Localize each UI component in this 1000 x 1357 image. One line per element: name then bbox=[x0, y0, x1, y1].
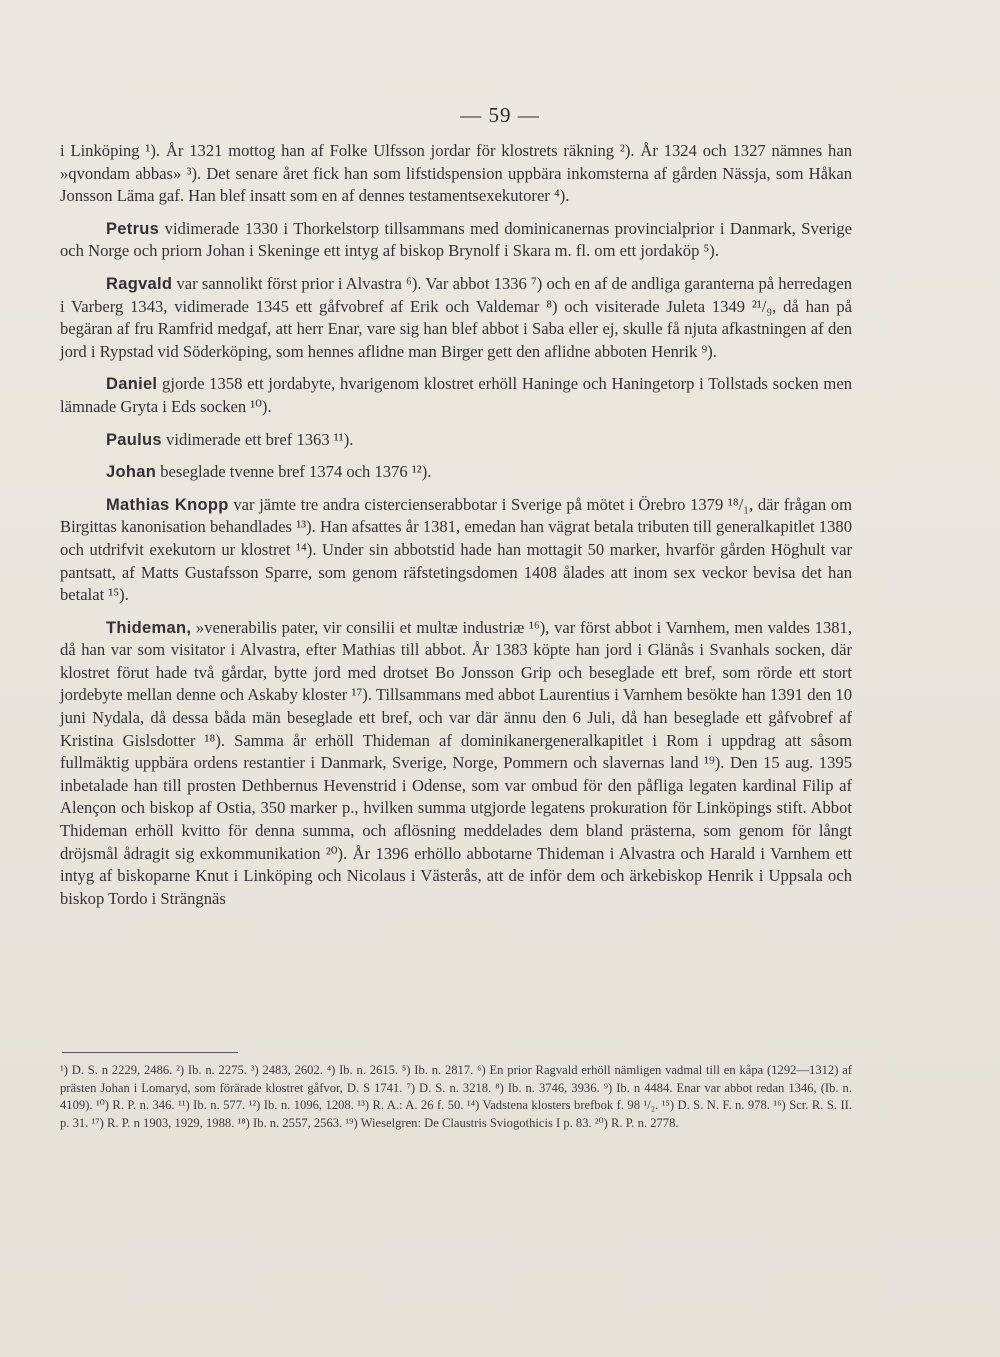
paragraph-ragvald-text: var sannolikt först prior i Alvastra ⁶). Var abbot 1336 ⁷) och en af de andliga garanterna på herredagen i Varberg 1343, vidimerade 1345 ett gåfvobref af Erik och Valdemar ⁸) och visiterade Juleta 1349 ²¹/₉, då han på begäran af fru Ramfrid medgaf, att herr Enar, vare sig han blef abbot i Saba eller ej, skulle få njuta afkastningen af den jord i Rypstad vid Söderköping, som hennes aflidne man Birger gett den aflidne abboten Henrik ⁹). bbox=[60, 273, 852, 361]
abbot-name-johan: Johan bbox=[106, 463, 157, 482]
footnote-divider bbox=[62, 1052, 238, 1053]
paragraph-mathias-text: var jämte tre andra cistercienserabbotar i Sverige på mötet i Örebro 1379 ¹⁸/₁, där frågan om Birgittas kanonisation behandlades ¹³). Han afsattes år 1381, emedan han vägrat betala tributen till generalkapitlet 1380 och utdrifvit exekutorn ur klostret ¹⁴). Under sin abbotstid hade han mottagit 50 marker, hvarför gården Höghult var pantsatt, af Matts Gustafsson Sparre, som genom räfstetingsdomen 1408 ålades att inom sex veckor bevisa det han betalat ¹⁵). bbox=[60, 494, 852, 605]
paragraph-mathias bbox=[60, 494, 852, 607]
paragraph-paulus-text: vidimerade ett bref 1363 ¹¹). bbox=[161, 429, 354, 449]
paragraph-johan bbox=[60, 461, 852, 484]
paragraph-petrus bbox=[60, 218, 852, 263]
abbot-name-daniel: Daniel bbox=[106, 375, 158, 394]
paragraph-daniel bbox=[60, 373, 852, 418]
paragraph-paulus bbox=[60, 429, 852, 452]
body-text bbox=[60, 140, 852, 920]
paragraph-ragvald bbox=[60, 273, 852, 363]
paragraph-johan-text: beseglade tvenne bref 1374 och 1376 ¹²). bbox=[156, 462, 432, 482]
paragraph-petrus-text: vidimerade 1330 i Thorkelstorp tillsammans med dominicanernas provincialprior i Danmark, Sverige och Norge och priorn Johan i Skeninge ett intyg af biskop Brynolf i Skara m. fl. om ett jordaköp ⁵). bbox=[60, 218, 852, 261]
abbot-name-petrus: Petrus bbox=[106, 219, 160, 238]
paragraph-daniel-text: gjorde 1358 ett jordabyte, hvarigenom klostret erhöll Haninge och Haningetorp i Tollstads socken men lämnade Gryta i Eds socken ¹⁰). bbox=[60, 374, 852, 416]
abbot-name-mathias: Mathias Knopp bbox=[106, 495, 229, 514]
abbot-name-thideman: Thideman, bbox=[106, 618, 192, 637]
paragraph-thideman-text: »venerabilis pater, vir consilii et multæ industriæ ¹⁶), var först abbot i Varnhem, men valdes 1381, då han var som visitator i Alvastra, efter Mathias till abbot. År 1383 köpte han jord i Glänås i Svanhals socken, där klostret förut hade två gårdar, bytte jord med drotset Bo Jonsson Grip och beseglade ett bref, som rörde ett stort jordebyte mellan denne och Askaby kloster ¹⁷). Tillsammans med abbot Laurentius i Varnhem besökte han 1391 den 10 juni Nydala, då dessa båda män beseglade ett bref, och var där ännu den 6 Juli, då han beseglade ett gåfvobref af Kristina Gislsdotter ¹⁸). Samma år erhöll Thideman af dominikanergeneralkapitlet i Rom i uppdrag att såsom fullmäktig uppbära ordens restantier i Danmark, Sverige, Norge, Pommern och slavernas land ¹⁹). Den 15 aug. 1395 inbetalade han till prosten Dethbernus Hevenstrid i Odense, som var ombud för den påfliga legaten kardinal Filip af Alençon och biskop af Ostia, 350 marker p., hvilken summa utgjorde legatens prokuration för Linköpings stift. Abbot Thideman erhöll kvitto för denna summa, och aflösning meddelades dem bland prästerna, som genom för långt dröjsmål ådragit sig exkommunikation ²⁰). År 1396 erhöllo abbotarne Thideman i Alvastra och Harald i Varnhem ett intyg af biskoparne Knut i Linköping och Nicolaus i Västerås, att de inför dem och ärkebiskop Henrik i Uppsala och biskop Tordo i Strängnäs bbox=[60, 617, 852, 908]
page-number: — 59 — bbox=[460, 103, 540, 127]
abbot-name-ragvald: Ragvald bbox=[106, 274, 173, 293]
paragraph-linkoping: i Linköping ¹). År 1321 mottog han af Folke Ulfsson jordar för klostrets räkning ²). År 1324 och 1327 nämnes han »qvondam abbas» ³). Det senare året fick han som lifstidspension uppbära inkomsterna af gården Nässja, som Håkan Jonsson Läma gaf. Han blef insatt som en af dennes testamentsexekutorer ⁴). bbox=[60, 141, 852, 206]
abbot-name-paulus: Paulus bbox=[106, 430, 162, 449]
footnotes-text: ¹) D. S. n 2229, 2486. ²) Ib. n. 2275. ³) 2483, 2602. ⁴) Ib. n. 2615. ⁵) Ib. n. 2817. ⁶) En prior Ragvald erhöll nämligen vadmal till en kåpa (1292—1312) af prästen Johan i Lomaryd, som förärade klostret gåfvor, D. S 1741. ⁷) D. S. n. 3218. ⁸) Ib. n. 3746, 3936. ⁹) Ib. n 4484. Enar var abbot redan 1346, (Ib. n. 4109). ¹⁰) R. P. n. 346. ¹¹) Ib. n. 577. ¹²) Ib. n. 1096, 1208. ¹³) R. A.: A. 26 f. 50. ¹⁴) Vadstena klosters brefbok f. 98 ¹/₂. ¹⁵) D. S. N. F. n. 978. ¹⁶) Scr. R. S. II. p. 31. ¹⁷) R. P. n 1903, 1929, 1988. ¹⁸) Ib. n. 2557, 2563. ¹⁹) Wieselgren: De Claustris Sviogothicis I p. 83. ²⁰) R. P. n. 2778. bbox=[60, 1063, 852, 1130]
paragraph-thideman bbox=[60, 617, 852, 911]
footnotes bbox=[60, 1062, 852, 1132]
